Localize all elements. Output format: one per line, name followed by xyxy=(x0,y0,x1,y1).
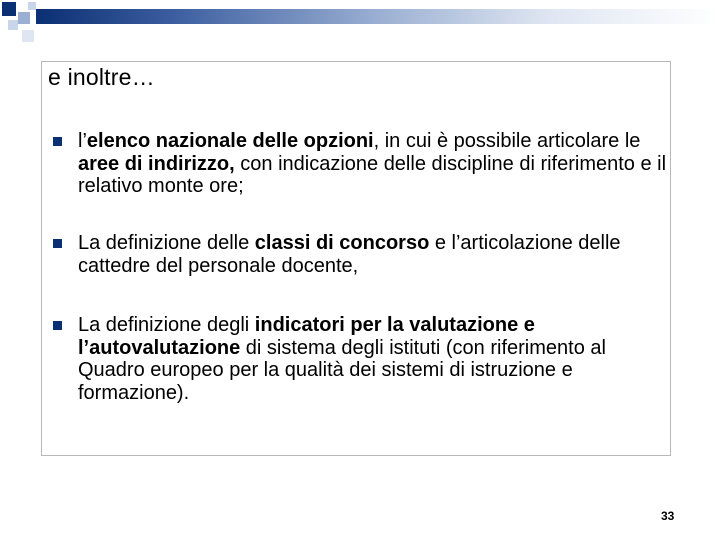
square-bullet-icon xyxy=(53,321,62,330)
body-text: e l’articolazione delle cattedre del personale docente, xyxy=(78,232,621,277)
body-text: di sistema degli istituti (con riferimento al Quadro europeo per la qualità dei sistemi di istruzione e formazione). xyxy=(78,336,606,404)
body-text: l’ xyxy=(78,130,87,152)
decor-square xyxy=(8,20,18,30)
page-number: 33 xyxy=(661,509,675,523)
list-item xyxy=(78,232,668,277)
header-gradient-bar xyxy=(36,9,720,24)
body-text: , in cui è possibile articolare le xyxy=(373,130,641,152)
decor-square xyxy=(22,30,34,42)
square-bullet-icon xyxy=(53,239,62,248)
bold-text: aree di indirizzo, xyxy=(78,152,235,175)
decor-square xyxy=(28,2,36,10)
bold-text: indicatori per la valutazione e l’autovalutazione xyxy=(78,314,535,359)
bold-text: classi di concorso xyxy=(254,232,430,254)
bold-text: elenco nazionale delle opzioni xyxy=(86,130,374,152)
frame-title: e inoltre… xyxy=(48,64,155,90)
decor-square xyxy=(2,2,16,16)
square-bullet-icon xyxy=(53,137,62,146)
body-text: La definizione degli xyxy=(78,314,255,336)
body-text: con indicazione delle discipline di riferimento e il relativo monte ore; xyxy=(78,152,667,197)
decor-square xyxy=(18,12,30,24)
body-text: La definizione delle xyxy=(78,232,255,254)
list-item xyxy=(78,314,668,404)
corner-decoration xyxy=(0,0,60,50)
list-item xyxy=(78,130,668,198)
